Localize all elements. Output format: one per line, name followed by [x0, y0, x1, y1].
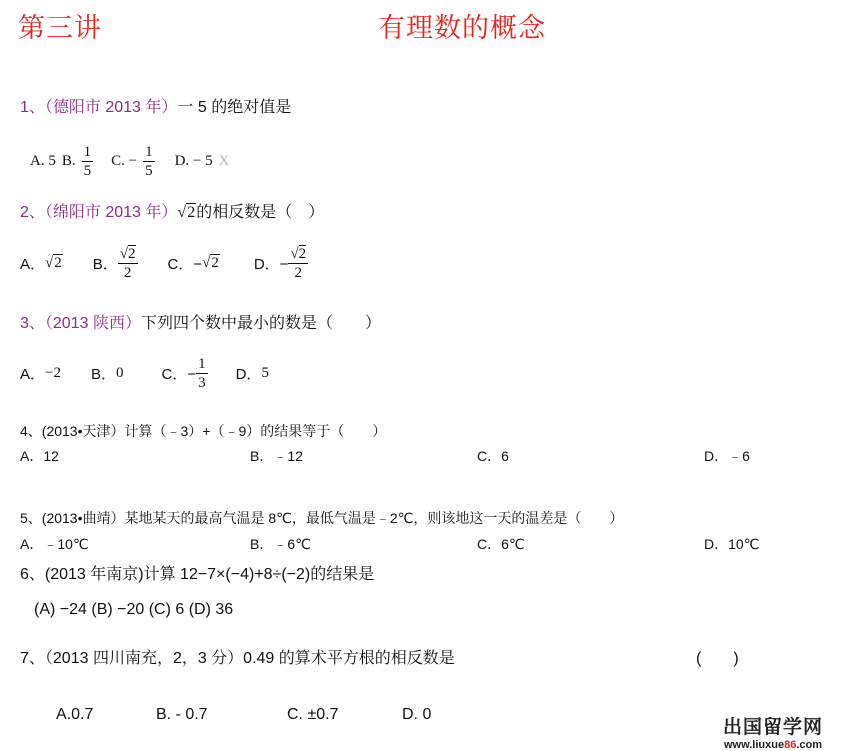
- question-2-options: [20, 240, 308, 286]
- numerator: [288, 245, 308, 264]
- sqrt-expression: [177, 203, 196, 221]
- denominator: 5: [83, 163, 92, 179]
- option-d-label: D．−: [253, 255, 289, 273]
- url-suffix: .com: [796, 739, 823, 751]
- question-3: [20, 310, 381, 333]
- page-title: 有理数的概念: [378, 13, 546, 43]
- watermark-logo: [698, 712, 848, 751]
- q7-option-d: D. 0: [402, 706, 432, 723]
- q4-option-a: A．12: [20, 448, 59, 464]
- q4-option-b: B．﹣12: [250, 448, 303, 464]
- sqrt-sign: √: [290, 245, 299, 262]
- q5-option-c: C．6℃: [477, 536, 525, 552]
- option-a-label: A．: [20, 255, 46, 273]
- denominator: 2: [123, 264, 132, 281]
- answer-bracket: ( ): [696, 650, 739, 667]
- option-d-value: 5: [261, 364, 269, 381]
- q7-option-c: C. ±0.7: [287, 706, 339, 723]
- option-b-label: B.: [61, 153, 76, 169]
- question-text: 一 5 的绝对值是: [177, 99, 292, 116]
- question-source: （2013 陕西）: [44, 315, 141, 332]
- q4-option-c: C．6: [477, 448, 509, 464]
- radicand: 2: [54, 254, 62, 271]
- question-6-options: (A) −24 (B) −20 (C) 6 (D) 36: [34, 601, 234, 618]
- question-text: 下列四个数中最小的数是（ ）: [140, 315, 381, 332]
- question-1: [20, 94, 291, 117]
- option-c-label: C. −: [111, 153, 138, 169]
- denominator: 5: [145, 163, 153, 179]
- watermark-brand: 出国留学网: [722, 717, 823, 738]
- lecture-label: 第三讲: [18, 13, 102, 43]
- option-b-label: B．: [92, 255, 118, 273]
- numerator: 1: [145, 144, 153, 160]
- option-b-fraction: [82, 143, 94, 180]
- question-3-options: [20, 350, 269, 396]
- q5-option-b: B．﹣6℃: [250, 536, 311, 552]
- question-number: 3、: [20, 315, 45, 332]
- question-5: 5、(2013•曲靖）某地某天的最高气温是 8℃，最低气温是﹣2℃，则该地这一天的温差是（ ）: [20, 510, 624, 526]
- numerator: 1: [198, 355, 206, 372]
- option-a-value: −2: [45, 364, 61, 381]
- option-a-sqrt: [45, 255, 63, 272]
- option-c-label: C．−: [167, 255, 203, 273]
- question-7: 7、（2013 四川南充，2，3 分）0.49 的算术平方根的相反数是: [20, 650, 455, 667]
- option-b-label: B．: [90, 365, 116, 383]
- question-6: 6、(2013 年南京)计算 12−7×(−4)+8÷(−2)的结果是: [20, 566, 375, 583]
- question-source: （绵阳市 2013 年）: [44, 204, 178, 221]
- option-b-fraction: [118, 245, 138, 282]
- question-number: 1、: [20, 99, 45, 116]
- radicand: 2: [211, 254, 219, 271]
- option-c-fraction: [196, 355, 208, 392]
- question-4: 4、(2013•天津）计算（﹣3）+（﹣9）的结果等于（ ）: [20, 423, 387, 439]
- numerator: 1: [83, 144, 92, 160]
- watermark-url: [698, 739, 848, 751]
- numerator: [118, 245, 138, 264]
- cross-mark: X: [218, 153, 230, 169]
- question-text: 的相反数是（ ）: [196, 204, 325, 221]
- option-a-label: A．: [20, 365, 46, 383]
- option-d: D. − 5: [174, 153, 213, 169]
- radicand: 2: [298, 245, 307, 262]
- sqrt-sign: √: [202, 254, 211, 271]
- radicand: 2: [187, 204, 196, 221]
- q5-option-d: D．10℃: [704, 536, 760, 552]
- option-c-fraction: [143, 143, 155, 180]
- question-number: 2、: [20, 204, 45, 221]
- q5-option-a: A．﹣10℃: [20, 536, 89, 552]
- url-prefix: www.liuxue: [723, 739, 785, 751]
- sqrt-sign: √: [45, 254, 54, 271]
- option-c-label: C．−: [161, 365, 197, 383]
- question-source: （德阳市 2013 年）: [44, 99, 178, 116]
- sqrt-sign: √: [177, 204, 187, 221]
- question-1-options: [30, 143, 229, 180]
- denominator: 3: [198, 374, 206, 391]
- option-d-fraction: [288, 245, 308, 282]
- denominator: 2: [294, 264, 303, 281]
- q7-option-b: B. - 0.7: [156, 706, 208, 723]
- option-d-label: D．: [235, 365, 262, 383]
- radicand: 2: [128, 245, 136, 262]
- url-number: 86: [784, 739, 797, 751]
- option-c-sqrt: [202, 255, 220, 272]
- question-2: [20, 199, 324, 222]
- q4-option-d: D．﹣6: [704, 448, 750, 464]
- q7-option-a: A.0.7: [56, 706, 94, 723]
- option-a: A. 5: [30, 153, 56, 169]
- option-b-value: 0: [116, 364, 124, 381]
- sqrt-sign: √: [119, 245, 128, 262]
